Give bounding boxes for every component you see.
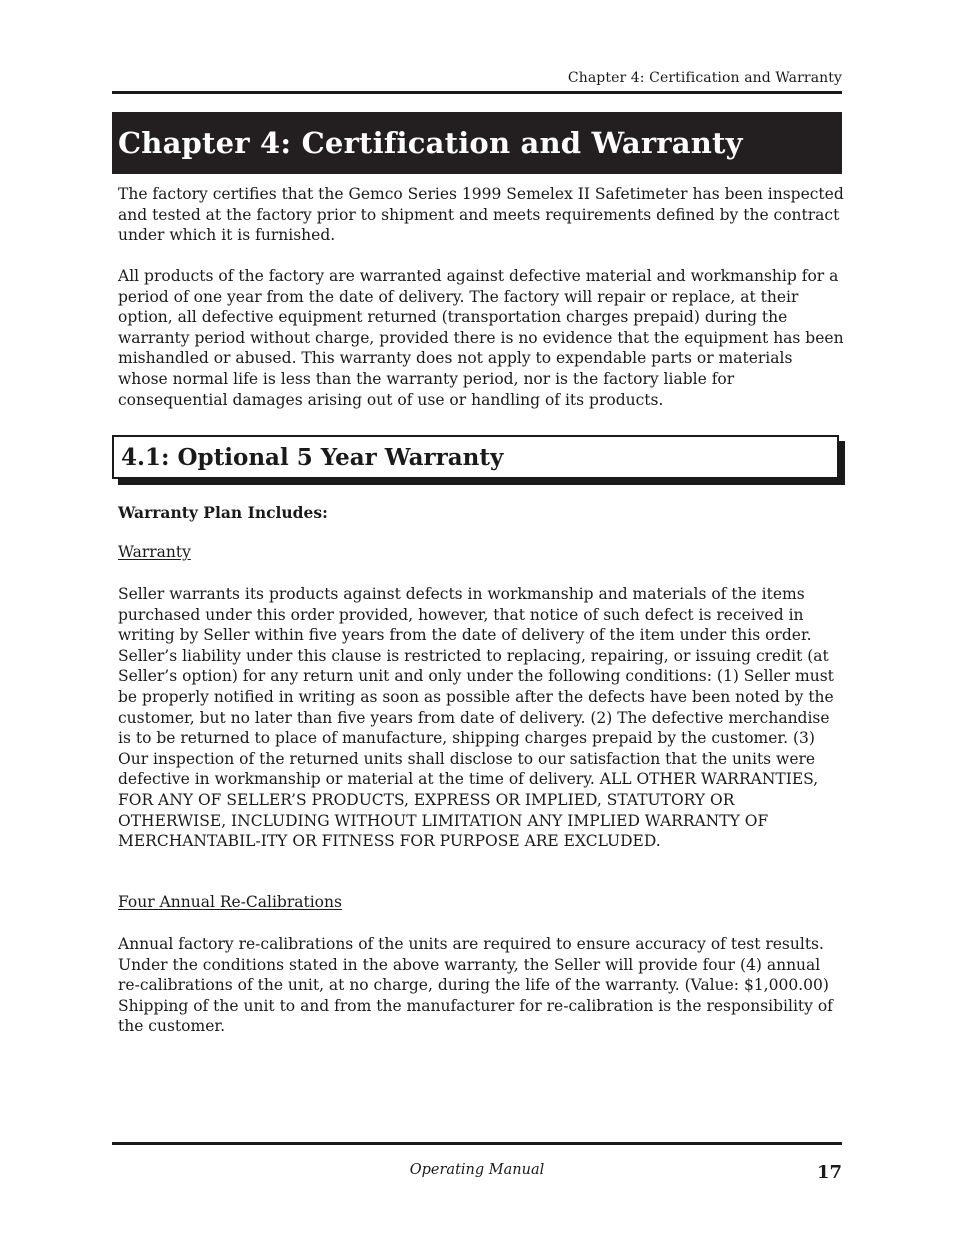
section-heading-box [112,435,839,479]
running-header: Chapter 4: Certification and Warranty [567,70,842,86]
recalibration-paragraph: Annual factory re-calibrations of the units are required to ensure accuracy of test results. Under the conditions stated in the above warranty, the Seller will provide four (4) annual re-calibrations of the unit, at no charge, during the life of the warranty. (Value: $1,000.00) Shipping of the unit to and from the manufacturer for re-calibration is the responsibility of the customer. [118,935,833,1036]
chapter-title: Chapter 4: Certification and Warranty [118,126,743,160]
chapter-title-bar [112,112,842,174]
footer-rule [112,1142,842,1145]
warranty-subheading: Warranty [118,543,191,561]
page-number: 17 [816,1162,842,1183]
warranty-paragraph: All products of the factory are warranted against defective material and workmanship for a period of one year from the date of delivery. The factory will repair or replace, at their option, all defective equipment returned (transportation charges prepaid) during the warranty period without charge, provided there is no evidence that the equipment has been mishandled or abused. This warranty does not apply to expendable parts or materials whose normal life is less than the warranty period, nor is the factory liable for consequential damages arising out of use or handling of its products. [118,267,844,409]
certification-paragraph: The factory certifies that the Gemco Series 1999 Semelex II Safetimeter has been inspected and tested at the factory prior to shipment and meets requirements defined by the contract under which it is furnished. [118,185,844,245]
section-title: 4.1: Optional 5 Year Warranty [121,443,504,471]
footer-label: Operating Manual [409,1162,545,1178]
recalibration-subheading: Four Annual Re-Calibrations [118,893,342,911]
seller-warranty-paragraph: Seller warrants its products against defects in workmanship and materials of the items purchased under this order provided, however, that notice of such defect is received in writing by Seller within five years from the date of delivery of the item under this order. Seller’s liability under this clause is restricted to replacing, repairing, or issuing credit (at Seller’s option) for any return unit and only under the following conditions: (1) Seller must be properly notified in writing as soon as possible after the defects have been noted by the customer, but no later than five years from date of delivery. (2) The defective merchandise is to be returned to place of manufacture, shipping charges prepaid by the customer. (3) Our inspection of the returned units shall disclose to our satisfaction that the units were defective in workmanship or material at the time of delivery. ALL OTHER WARRANTIES, FOR ANY OF SELLER’S PRODUCTS, EXPRESS OR IMPLIED, STATUTORY OR OTHERWISE, INCLUDING WITHOUT LIMITATION ANY IMPLIED WARRANTY OF MERCHANTABIL-ITY OR FITNESS FOR PURPOSE ARE EXCLUDED. [118,585,834,851]
plan-heading: Warranty Plan Includes: [118,503,328,522]
header-rule [112,91,842,94]
